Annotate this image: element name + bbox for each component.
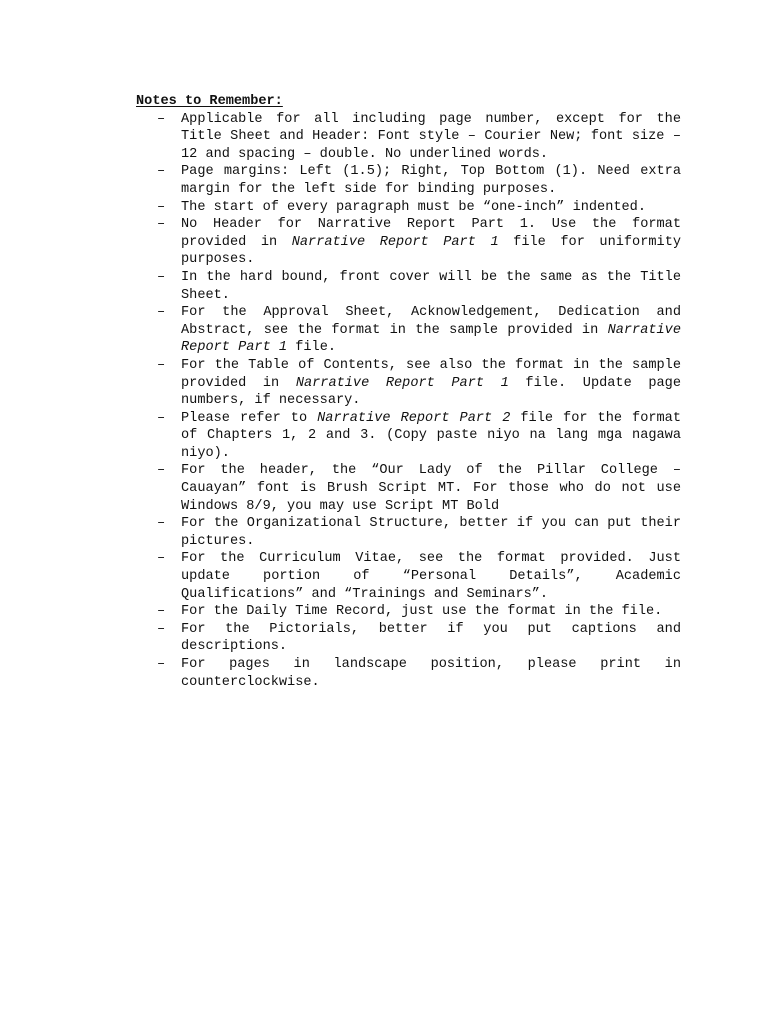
note-file-reference: Narrative Report Part 1 (295, 375, 509, 391)
document-page (136, 93, 681, 691)
note-text: For the Pictorials, better if you put captions and descriptions. (181, 621, 681, 655)
note-text: For the Approval Sheet, Acknowledgement, Dedication and Abstract, see the format in the sample provided in (181, 305, 681, 338)
note-item (136, 621, 681, 656)
note-text: For the Organizational Structure, better if you can put their pictures. (181, 516, 681, 549)
note-item (136, 357, 681, 410)
note-text: Page margins: Left (1.5); Right, Top Bottom (1). Need extra margin for the left side for binding purposes. (181, 164, 681, 197)
note-text: For the Curriculum Vitae, see the format provided. Just update portion of “Personal Details”, Academic Qualifications” and “Trainings and Seminars”. (181, 551, 681, 602)
note-item (136, 603, 681, 621)
note-text: For pages in landscape position, please print in counterclockwise. (181, 657, 681, 690)
note-file-reference: Narrative Report Part 2 (317, 410, 511, 426)
note-item (136, 163, 681, 198)
notes-heading: Notes to Remember: (136, 94, 283, 109)
note-text: file for the format of Chapters 1, 2 and 3. (Copy paste niyo na lang mga nagawa niyo). (181, 410, 682, 461)
note-text: For the header, the “Our Lady of the Pillar College – Cauayan” font is Brush Script MT. For those who do not use Windows 8/9, you may use Script MT Bold (181, 463, 681, 514)
note-item (136, 515, 681, 550)
bullet-dash: – (157, 269, 166, 285)
note-text: For the Daily Time Record, just use the format in the file. (181, 604, 663, 620)
notes-list (136, 111, 681, 692)
bullet-dash: – (157, 621, 166, 637)
bullet-dash: – (157, 199, 166, 215)
bullet-dash: – (157, 410, 166, 426)
note-file-reference: Narrative Report Part 1 (291, 234, 499, 250)
bullet-dash: – (157, 657, 166, 672)
note-text: Please refer to (181, 410, 318, 426)
bullet-dash: – (157, 551, 166, 567)
note-text: The start of every paragraph must be “one-inch” indented. (181, 199, 646, 215)
bullet-dash: – (157, 305, 166, 321)
bullet-dash: – (157, 604, 166, 620)
note-item (136, 199, 681, 217)
note-item (136, 656, 681, 691)
note-text: file. (287, 340, 337, 356)
note-item (136, 550, 681, 603)
bullet-dash: – (157, 516, 166, 532)
note-text: For the Table of Contents, see also the format in the sample provided in (181, 357, 681, 391)
bullet-dash: – (157, 217, 166, 233)
note-item (136, 216, 681, 269)
bullet-dash: – (157, 164, 166, 180)
note-item (136, 304, 681, 357)
note-item (136, 111, 681, 164)
note-text: No Header for Narrative Report Part 1. Use the format provided in (181, 217, 681, 250)
note-text: In the hard bound, front cover will be the same as the Title Sheet. (181, 269, 681, 303)
bullet-dash: – (157, 463, 166, 479)
note-item (136, 410, 681, 463)
note-text: file. Update page numbers, if necessary. (181, 375, 681, 409)
note-text: Applicable for all including page number, except for the Title Sheet and Header: Font style – Courier New; font size – 12 and spacing – double. No underlined words. (181, 111, 681, 162)
note-item (136, 269, 681, 304)
note-item (136, 462, 681, 515)
bullet-dash: – (157, 357, 166, 373)
note-text: file for uniformity purposes. (181, 234, 682, 268)
note-file-reference: Narrative Report Part 1 (181, 322, 681, 356)
bullet-dash: – (157, 111, 166, 127)
